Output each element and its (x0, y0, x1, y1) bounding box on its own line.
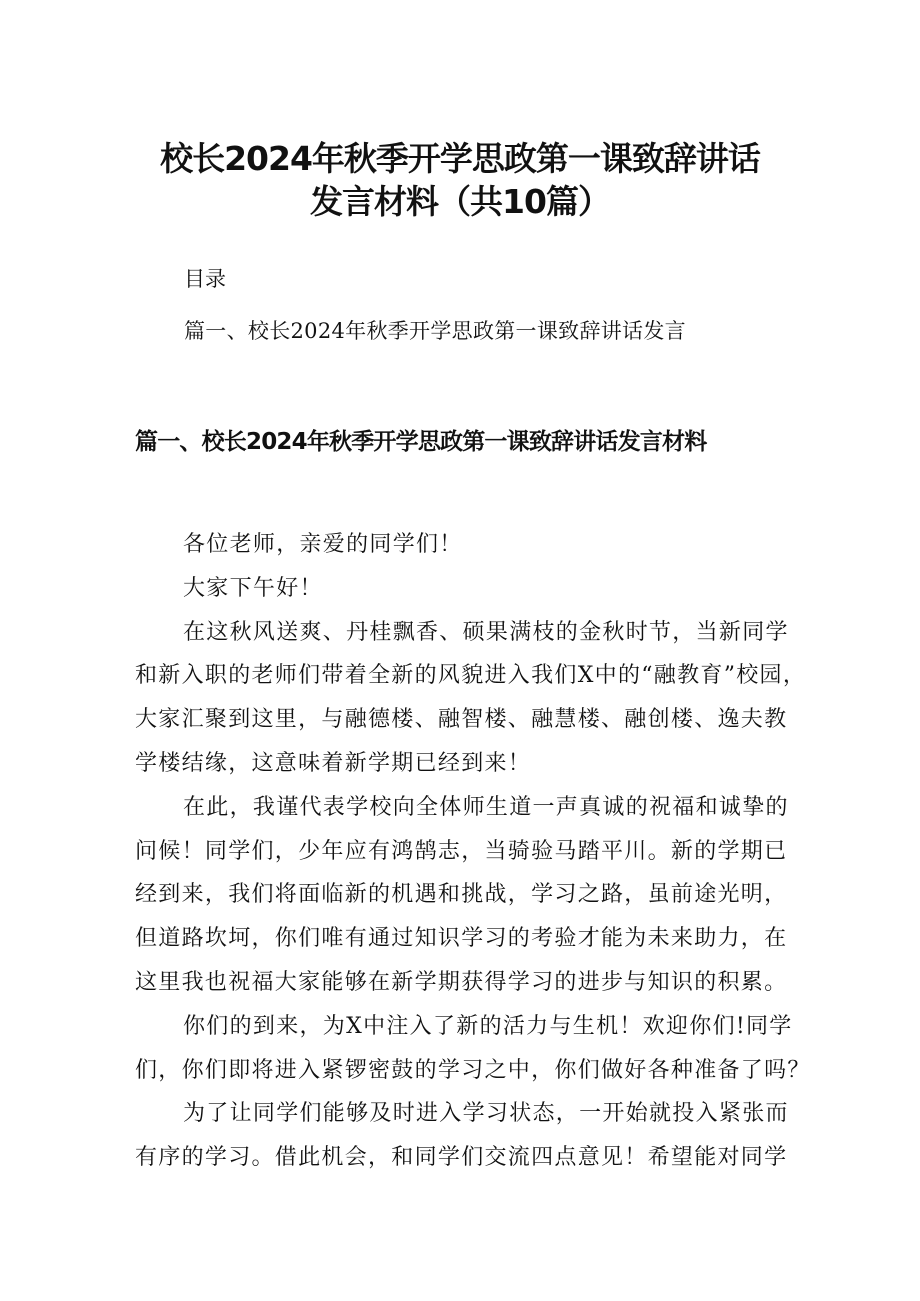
text-line: 和新入职的老师们带着全新的风貌进入我们X中的“融教育”校园， (135, 663, 807, 689)
paragraph-opening (135, 611, 807, 786)
text-line: 问候！同学们，少年应有鸿鹄志，当骑验马踏平川。新的学期已 (135, 838, 788, 864)
paragraph-blessing (135, 786, 791, 1005)
paragraph-greeting (135, 523, 791, 567)
paragraph-salutation (135, 567, 791, 611)
toc-entry[interactable]: 篇一、校长2024年秋季开学思政第一课致辞讲话发言 (184, 319, 686, 343)
text-line: 为了让同学们能够及时进入学习状态，一开始就投入紧张而 (183, 1101, 789, 1127)
text-line: 经到来，我们将面临新的机遇和挑战，学习之路，虽前途光明， (135, 882, 788, 908)
speech-body (135, 523, 811, 1180)
text-line: 学楼结缘，这意味着新学期已经到来！ (135, 750, 532, 776)
paragraph-advice (135, 1092, 791, 1180)
text-line: 但道路坎坷，你们唯有通过知识学习的考验才能为未来助力，在 (135, 926, 788, 952)
document-title-line-2: 发言材料（共10篇） (310, 182, 610, 221)
text-line: 在这秋风送爽、丹桂飘香、硕果满枝的金秋时节，当新同学 (183, 619, 789, 645)
document-title-line-1: 校长2024年秋季开学思政第一课致辞讲话 (160, 139, 760, 178)
text-line: 大家汇聚到这里，与融德楼、融智楼、融慧楼、融创楼、逸夫教 (135, 707, 788, 733)
text-line: 各位老师，亲爱的同学们！ (183, 532, 463, 557)
toc-heading: 目录 (184, 267, 226, 291)
text-line: 这里我也祝福大家能够在新学期获得学习的进步与知识的积累。 (135, 969, 788, 995)
paragraph-welcome (135, 1005, 811, 1093)
text-line: 你们的到来，为X中注入了新的活力与生机！欢迎你们!同学 (183, 1013, 793, 1039)
section-heading: 篇一、校长2024年秋季开学思政第一课致辞讲话发言材料 (135, 429, 707, 455)
text-line: 们，你们即将进入紧锣密鼓的学习之中，你们做好各种准备了吗？ (135, 1057, 811, 1083)
text-line: 大家下午好！ (183, 575, 323, 601)
text-line: 有序的学习。借此机会，和同学们交流四点意见！希望能对同学 (135, 1145, 788, 1171)
text-line: 在此，我谨代表学校向全体师生道一声真诚的祝福和诚挚的 (183, 794, 789, 820)
table-of-contents (184, 316, 686, 346)
